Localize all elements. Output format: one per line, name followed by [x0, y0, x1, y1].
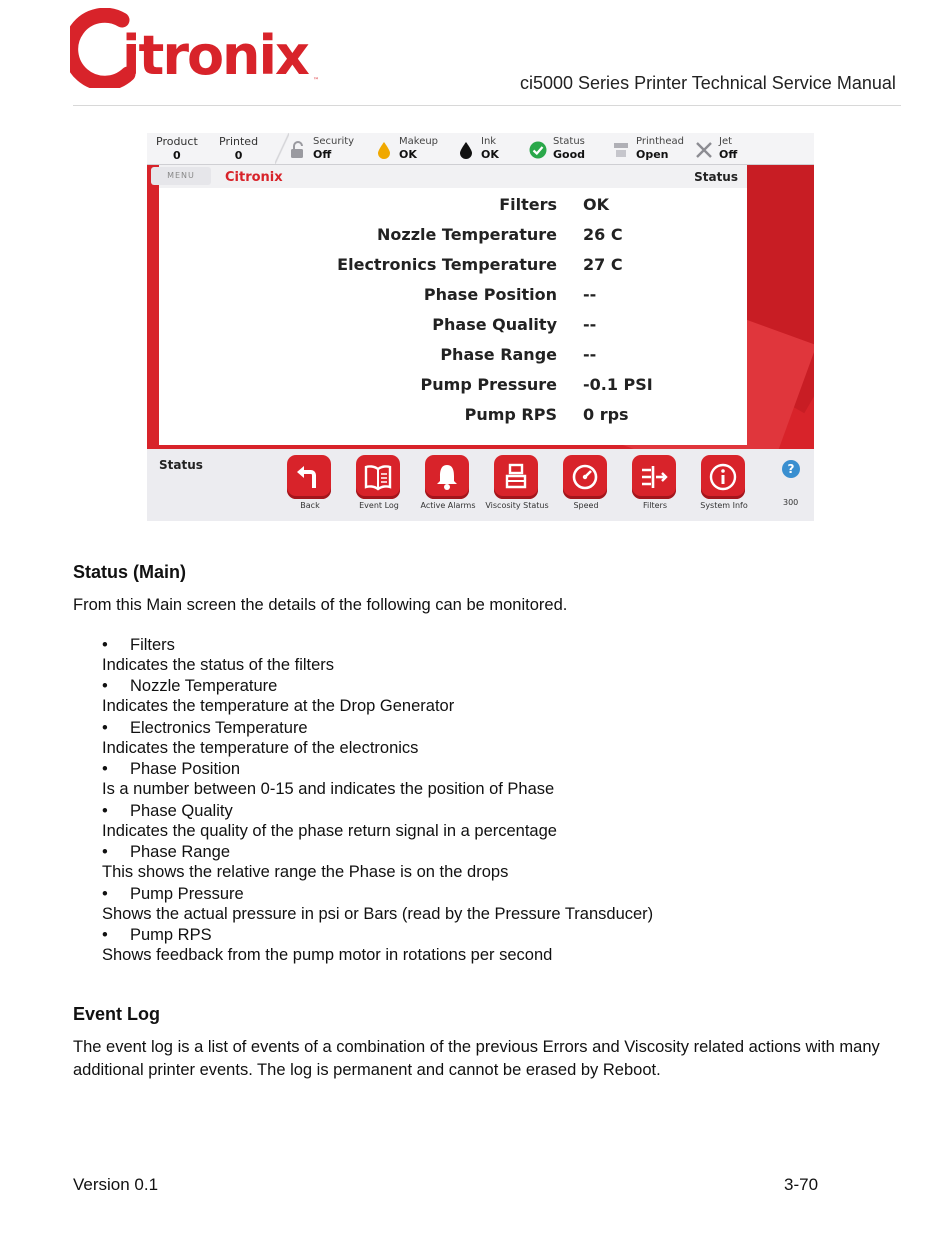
gauge-icon	[570, 462, 600, 492]
bullet-glyph: •	[102, 802, 108, 820]
status-row	[159, 405, 747, 435]
viscosity-status-button-label: Viscosity Status	[485, 501, 549, 510]
ink-value: OK	[481, 148, 499, 161]
check-circle-icon	[529, 141, 547, 159]
speed-button-label: Speed	[573, 501, 599, 510]
status-label: Status	[553, 136, 585, 147]
event-log-button-label: Event Log	[359, 501, 399, 510]
printed-counter	[219, 135, 258, 162]
bullet-glyph: •	[102, 719, 108, 737]
filter-icon	[639, 462, 669, 492]
bullet-description: Is a number between 0-15 and indicates the position of Phase	[102, 780, 555, 798]
bullet-glyph: •	[102, 843, 108, 861]
status-row-label: Phase Position	[423, 285, 557, 304]
back-arrow-icon	[294, 462, 324, 492]
section-title-event-log: Event Log	[73, 1004, 161, 1024]
bullet-term: Phase Quality	[130, 802, 233, 820]
filters-button-label: Filters	[643, 501, 667, 510]
status-row-label: Filters	[499, 195, 557, 214]
bullet-item	[102, 760, 240, 779]
printed-counter-value: 0	[234, 149, 243, 162]
status-row-label: Phase Range	[440, 345, 557, 364]
bullet-glyph: •	[102, 926, 108, 944]
system-info-button-label: System Info	[700, 501, 748, 510]
status-row-label: Pump RPS	[464, 405, 557, 424]
bullet-item	[102, 885, 244, 904]
makeup-value: OK	[399, 148, 417, 161]
status-row	[159, 375, 747, 405]
status-row	[159, 285, 747, 315]
bullet-description: This shows the relative range the Phase is on the drops	[102, 863, 509, 881]
system-info-button[interactable]	[699, 455, 749, 521]
bell-icon	[432, 462, 462, 492]
bullet-term: Phase Range	[130, 843, 230, 861]
status-row-value: 26 C	[583, 225, 623, 244]
bullet-description: Indicates the status of the filters	[102, 656, 335, 674]
bullet-term: Nozzle Temperature	[130, 677, 278, 695]
footer-page-number: 3-70	[784, 1175, 819, 1194]
header-divider	[73, 105, 901, 106]
back-button-label: Back	[300, 501, 320, 510]
printed-counter-label: Printed	[219, 135, 259, 148]
bullet-term: Pump RPS	[130, 926, 212, 944]
jet-x-icon	[695, 141, 713, 159]
bullet-glyph: •	[102, 636, 108, 654]
status-row-value: --	[583, 285, 597, 304]
status-row	[159, 195, 747, 225]
status-row-label: Phase Quality	[432, 315, 557, 334]
bullet-item	[102, 802, 233, 821]
product-counter-label: Product	[156, 135, 198, 148]
viscosity-icon	[501, 462, 531, 492]
svg-text:™: ™	[313, 77, 319, 84]
bullet-description: Shows feedback from the pump motor in rotations per second	[102, 946, 553, 964]
security-value: Off	[313, 148, 332, 161]
info-icon	[708, 462, 738, 492]
bullet-item	[102, 719, 308, 738]
bullet-term: Pump Pressure	[130, 885, 244, 903]
jet-label: Jet	[719, 136, 733, 147]
printhead-label: Printhead	[636, 136, 684, 147]
event-log-paragraph: The event log is a list of events of a combination of the previous Errors and Viscosity related actions with many additional printer events. The log is permanent and cannot be erased by Reboot.	[73, 1038, 880, 1079]
bullet-glyph: •	[102, 677, 108, 695]
status-bar-divider	[275, 133, 289, 164]
citronix-logo	[70, 8, 325, 88]
status-row-label: Electronics Temperature	[337, 255, 557, 274]
printhead-value: Open	[636, 148, 669, 161]
status-row-value: -0.1 PSI	[583, 375, 653, 394]
bullet-item	[102, 636, 175, 655]
makeup-drop-icon	[375, 141, 393, 159]
status-row-value: 27 C	[583, 255, 623, 274]
status-bar	[147, 133, 814, 165]
screen-brand-logo: Citronix	[225, 170, 283, 185]
bullet-glyph: •	[102, 760, 108, 778]
lock-open-icon	[289, 141, 307, 159]
status-row-value: --	[583, 315, 597, 334]
status-row	[159, 345, 747, 375]
jet-value: Off	[719, 148, 738, 161]
section-title-status: Status (Main)	[73, 562, 187, 582]
menu-tab[interactable]: MENU	[151, 167, 211, 185]
screen-code: 300	[783, 498, 799, 507]
status-value: Good	[553, 148, 586, 161]
footer-version: Version 0.1	[73, 1175, 159, 1194]
printer-status-screen	[147, 133, 814, 521]
bullet-item	[102, 926, 212, 945]
svg-text:itronix: itronix	[122, 24, 308, 87]
status-row-label: Nozzle Temperature	[377, 225, 557, 244]
event-log-button[interactable]	[354, 455, 404, 521]
active-alarms-button[interactable]	[420, 455, 476, 521]
bullet-description: Shows the actual pressure in psi or Bars (read by the Pressure Transducer)	[102, 905, 654, 923]
back-button[interactable]	[285, 455, 335, 521]
bullet-term: Electronics Temperature	[130, 719, 308, 737]
bullet-description: Indicates the quality of the phase return signal in a percentage	[102, 822, 557, 840]
status-row	[159, 225, 747, 255]
manual-title: ci5000 Series Printer Technical Service Manual	[520, 73, 896, 93]
printhead-icon	[612, 141, 630, 159]
book-icon	[363, 462, 393, 492]
makeup-label: Makeup	[399, 136, 439, 147]
status-row-value: --	[583, 345, 597, 364]
panel-title: Status	[694, 170, 738, 184]
bullet-item	[102, 677, 277, 696]
bullet-glyph: •	[102, 885, 108, 903]
status-row	[159, 315, 747, 345]
status-row-label: Pump Pressure	[420, 375, 557, 394]
status-row	[159, 255, 747, 285]
product-counter-value: 0	[173, 149, 181, 162]
bullet-description: Indicates the temperature of the electronics	[102, 739, 419, 757]
product-counter	[156, 135, 198, 162]
speed-button[interactable]	[561, 455, 611, 521]
status-intro: From this Main screen the details of the following can be monitored.	[73, 596, 568, 614]
bullet-item	[102, 843, 230, 862]
status-row-value: OK	[583, 195, 609, 214]
help-icon[interactable]: ?	[782, 460, 800, 478]
security-label: Security	[313, 136, 355, 147]
filters-button[interactable]	[630, 455, 680, 521]
bullet-description: Indicates the temperature at the Drop Generator	[102, 697, 455, 715]
status-row-value: 0 rps	[583, 405, 629, 424]
bottom-screen-label: Status	[159, 458, 203, 472]
ink-label: Ink	[481, 136, 497, 147]
ink-drop-icon	[457, 141, 475, 159]
active-alarms-button-label: Active Alarms	[420, 501, 476, 510]
bullet-term: Phase Position	[130, 760, 241, 778]
bullet-term: Filters	[130, 636, 175, 654]
viscosity-status-button[interactable]	[485, 455, 549, 521]
